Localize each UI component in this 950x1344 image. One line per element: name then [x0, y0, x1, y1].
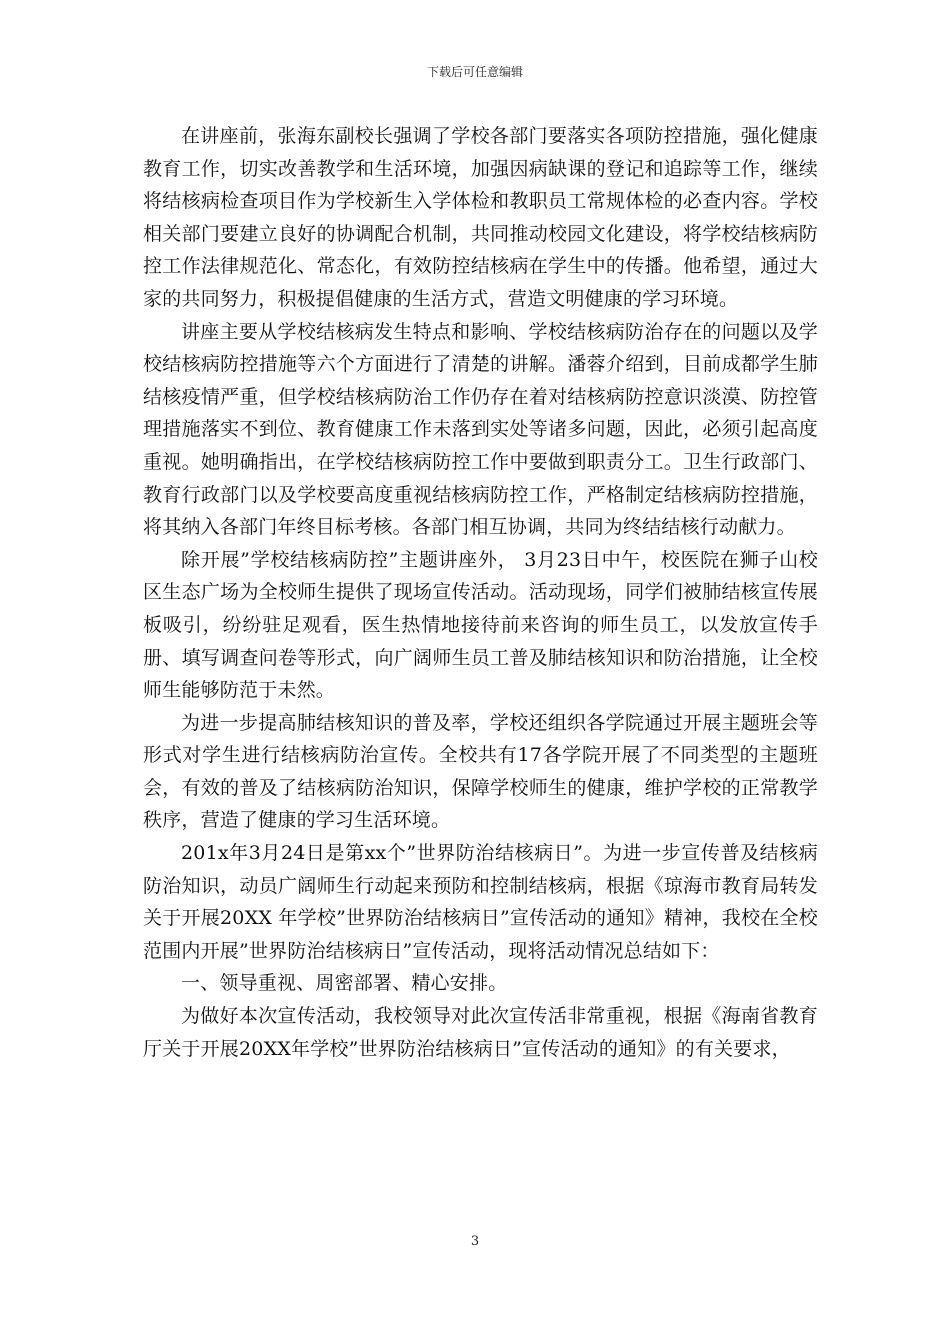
paragraph-lecture-content: 讲座主要从学校结核病发生特点和影响、学校结核病防治存在的问题以及学校结核病防控措施等六个方面进行了清楚的讲解。潘蓉介绍到，目前成都学生肺结核疫情严重，但学校结核病防治工作仍存在着对结核病防控意识淡漠、防控管理措施落实不到位、教育健康工作未落到实处等诸多问题，因此，必须引起高度重视。她明确指出，在学校结核病防控工作中要做到职责分工。卫生行政部门、教育行政部门以及学校要高度重视结核病防控工作，严格制定结核病防控措施，将其纳入各部门年终目标考核。各部门相互协调，共同为终结结核行动献力。 — [143, 320, 818, 539]
document-body — [143, 120, 818, 1065]
paragraph-lecture-intro: 在讲座前，张海东副校长强调了学校各部门要落实各项防控措施，强化健康教育工作，切实改善教学和生活环境，加强因病缺课的登记和追踪等工作，继续将结核病检查项目作为学校新生入学体检和教职员工常规体检的必查内容。学校相关部门要建立良好的协调配合机制，共同推动校园文化建设，将学校结核病防控工作法律规范化、常态化，有效防控结核病在学生中的传播。他希望，通过大家的共同努力，积极提倡健康的生活方式，营造文明健康的学习环境。 — [143, 125, 818, 310]
paragraph-tb-day-summary: 201x年3月24日是第xx个”世界防治结核病日”。为进一步宣传普及结核病防治知识，动员广阔师生行动起来预防和控制结核病，根据《琼海市教育局转发关于开展20XX 年学校”世界防治结核病日”宣传活动的通知》精神，我校在全校范围内开展”世界防治结核病日”宣传活动，现将活动情况总结如下： — [143, 842, 818, 962]
paragraph-class-meetings: 为进一步提高肺结核知识的普及率，学校还组织各学院通过开展主题班会等形式对学生进行结核病防治宣传。全校共有17各学院开展了不同类型的主题班会，有效的普及了结核病防治知识，保障学校师生的健康，维护学校的正常教学秩序，营造了健康的学习生活环境。 — [143, 711, 818, 832]
paragraph-onsite-campaign: 除开展”学校结核病防控”主题讲座外， 3月23日中午，校医院在狮子山校区生态广场为全校师生提供了现场宣传活动。活动现场，同学们被肺结核宣传展板吸引，纷纷驻足观看，医生热情地接待前来咨询的师生员工，以发放宣传手册、填写调查问卷等形式，向广阔师生员工普及肺结核知识和防治措施，让全校师生能够防范于未然。 — [143, 548, 818, 702]
paragraph-leadership: 为做好本次宣传活动，我校领导对此次宣传活非常重视，根据《海南省教育厅关于开展20XX年学校”世界防治结核病日”宣传活动的通知》的有关要求， — [143, 1005, 818, 1060]
section-heading-leadership: 一、领导重视、周密部署、精心安排。 — [181, 972, 508, 995]
page-number: 3 — [470, 1234, 480, 1249]
page-header-note: 下载后可任意编辑 — [426, 65, 523, 79]
